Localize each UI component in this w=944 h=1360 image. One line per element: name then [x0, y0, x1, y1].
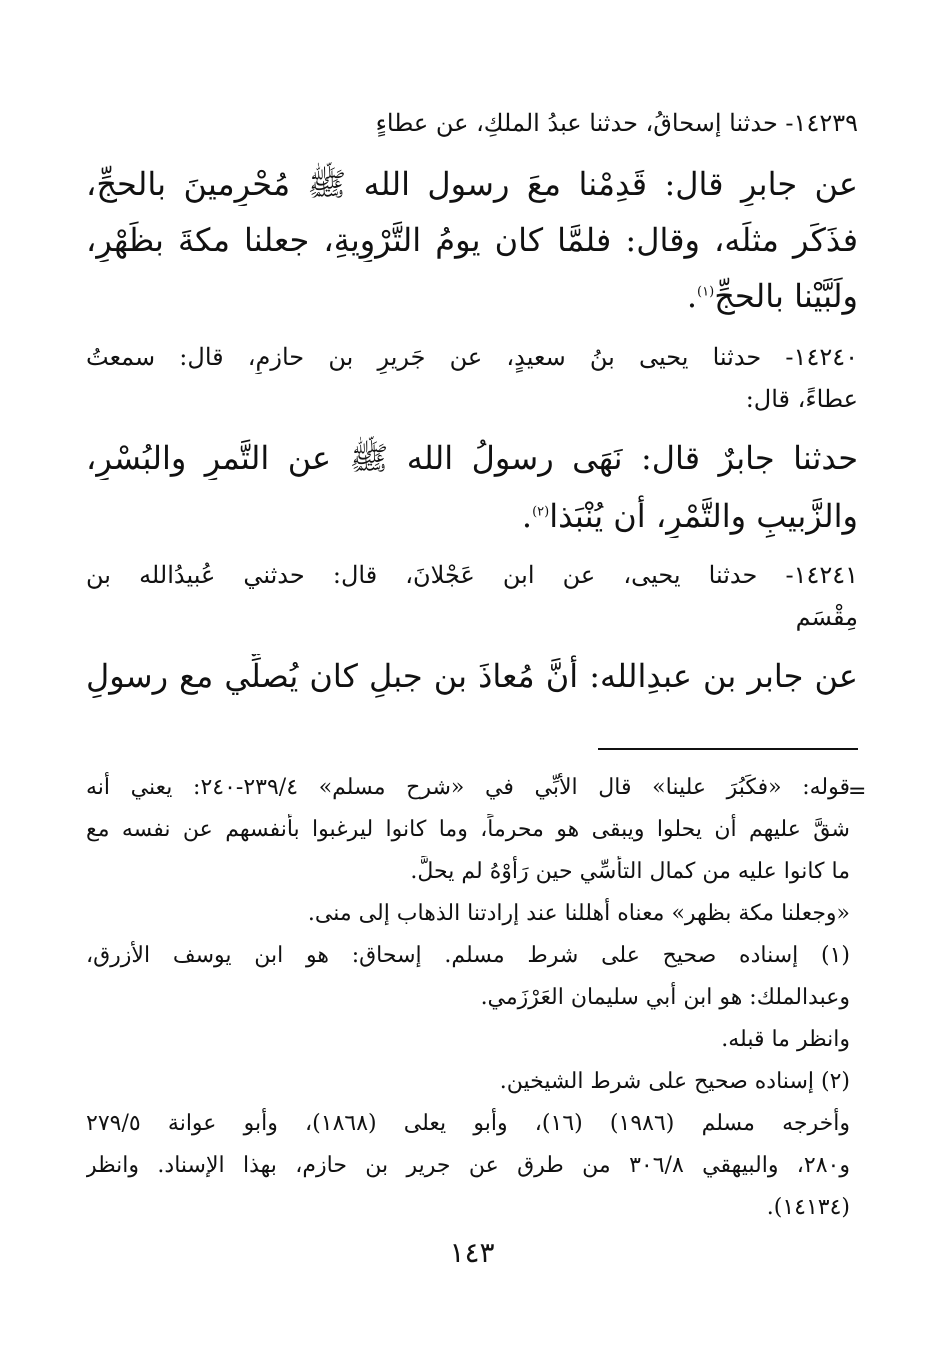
- hadith-14241-isnad-line-2: مِقْسَم: [795, 603, 858, 631]
- hadith-14239-isnad: ١٤٢٣٩- حدثنا إسحاقُ، حدثنا عبدُ الملكِ، عن عطاءٍ: [375, 109, 858, 137]
- footnote-continuation-mark: =: [848, 779, 867, 804]
- footnote-line-1: قوله: «فكَبُرَ علينا» قال الأُبِّي في «شرح مسلم» ٢٣٩/٤-٢٤٠: يعني أنه: [86, 775, 850, 800]
- hadith-14241-matn-line-1: عن جابر بن عبدِالله: أنَّ مُعاذَ بن جبلٍ كان يُصلِّي مع رسولِ: [86, 657, 858, 695]
- hadith-14240-matn-line-1: حدثنا جابرٌ قال: نَهَى رسولُ الله ﷺ عن التَّمرِ والبُسْرِ،: [86, 439, 858, 477]
- hadith-14241-isnad-line-1: ١٤٢٤١- حدثنا يحيى، عن ابن عَجْلانَ، قال: حدثني عُبيدُالله بن: [86, 561, 858, 589]
- footnote-2-line-4: (١٤١٣٤).: [766, 1195, 850, 1220]
- footnote-ref-2: (٢): [532, 504, 550, 520]
- hadith-14240-end-mark: .: [521, 497, 533, 535]
- footnote-line-3: ما كانوا عليه من كمال التأسِّي حين رَأَوْهُ لم يحلَّ.: [410, 859, 850, 884]
- hadith-14240-isnad-line-2: عطاءً، قال:: [745, 385, 858, 413]
- hadith-14240-matn-text: والزَّبيبِ والتَّمْرِ، أن يُنْبَذا: [549, 497, 858, 535]
- hadith-14239-matn-line-3: [86, 274, 858, 318]
- footnote-divider: [598, 748, 858, 750]
- footnote-1-line-1: (١) إسناده صحيح على شرط مسلم. إسحاق: هو ابن يوسف الأزرق،: [86, 943, 850, 968]
- footnote-1-line-3: وانظر ما قبله.: [721, 1027, 850, 1052]
- page-number: ١٤٣: [449, 1236, 495, 1269]
- hadith-14240-isnad-line-1: ١٤٢٤٠- حدثنا يحيى بنُ سعيدٍ، عن جَريرِ بن حازمٍ، قال: سمعتُ: [86, 343, 858, 371]
- hadith-14239-matn-text: ولَبَّيْنا بالحجِّ: [714, 277, 858, 315]
- footnote-1-line-2: وعبدالملك: هو ابن أبي سليمان العَرْزَمي.: [480, 985, 850, 1010]
- hadith-14240-matn-line-2: [86, 494, 858, 538]
- hadith-14239-matn-line-1: عن جابرٍ قال: قَدِمْنا معَ رسول الله ﷺ مُحْرِمينَ بالحجِّ،: [86, 165, 858, 203]
- hadith-14239-matn-line-2: فذَكَر مثلَه، وقال: فلمَّا كان يومُ التَّرْوِيةِ، جعلنا مكةَ بظَهْرٍ،: [86, 221, 858, 259]
- footnote-2-line-3: و٢٨٠، والبيهقي ٣٠٦/٨ من طرق عن جرير بن حازم، بهذا الإسناد. وانظر: [86, 1153, 850, 1178]
- footnote-2-line-2: وأخرجه مسلم (١٩٨٦) (١٦)، وأبو يعلى (١٨٦٨)، وأبو عوانة ٢٧٩/٥: [86, 1111, 850, 1136]
- hadith-14239-end-mark: .: [686, 277, 698, 315]
- footnote-line-4: «وجعلنا مكة بظهر» معناه أهللنا عند إرادتنا الذهاب إلى منى.: [307, 901, 850, 926]
- footnote-ref-1: (١): [697, 284, 715, 300]
- footnote-2-line-1: (٢) إسناده صحيح على شرط الشيخين.: [499, 1069, 850, 1094]
- footnote-line-2: شقَّ عليهم أن يحلوا ويبقى هو محرماً، وما كانوا ليرغبوا بأنفسهم عن نفسه مع: [86, 817, 850, 842]
